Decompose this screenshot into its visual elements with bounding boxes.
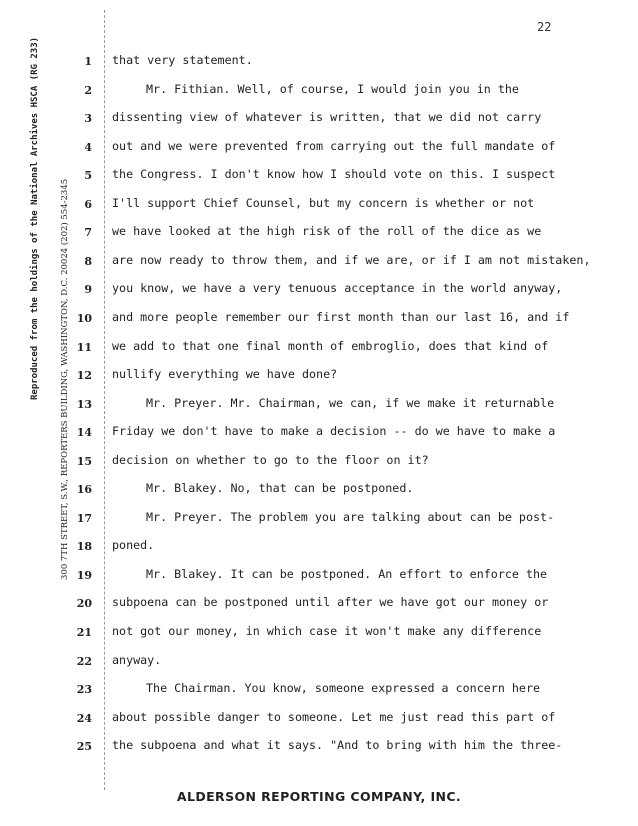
line-text: dissenting view of whatever is written, that we did not carry bbox=[112, 110, 542, 125]
footer-company: ALDERSON REPORTING COMPANY, INC. bbox=[176, 789, 462, 804]
line-text: anyway. bbox=[112, 652, 162, 667]
page-number: 22 bbox=[537, 20, 552, 34]
line-number: 12 bbox=[76, 369, 92, 383]
line-number: 13 bbox=[76, 397, 92, 411]
line-text: we have looked at the high risk of the roll of the dice as we bbox=[112, 224, 542, 239]
line-number: 15 bbox=[76, 454, 92, 468]
line-text: Mr. Preyer. The problem you are talking about can be post- bbox=[146, 509, 555, 524]
line-number: 21 bbox=[76, 626, 92, 639]
line-number: 10 bbox=[76, 311, 92, 325]
line-text: Friday we don't have to make a decision -- do we have to make a bbox=[112, 424, 556, 439]
line-text: subpoena can be postponed until after we have got our money or bbox=[112, 595, 549, 610]
reporter-address-text: 300 7TH STREET, S.W., REPORTERS BUILDING, WASHINGTON, D.C. 20024 (202) 554-2345 bbox=[60, 178, 70, 580]
line-number: 4 bbox=[84, 140, 92, 154]
line-number: 16 bbox=[76, 483, 92, 497]
line-number: 2 bbox=[84, 83, 92, 97]
line-text: Mr. Blakey. No, that can be postponed. bbox=[146, 481, 414, 496]
line-number: 9 bbox=[84, 283, 92, 297]
line-number: 6 bbox=[84, 197, 92, 211]
line-text: decision on whether to go to the floor on it? bbox=[112, 452, 429, 467]
line-text: nullify everything we have done? bbox=[112, 367, 338, 382]
line-number: 23 bbox=[76, 683, 92, 697]
line-text: poned. bbox=[112, 538, 155, 553]
line-number: 3 bbox=[84, 112, 92, 126]
line-text: the subpoena and what it says. "And to bring with him the three- bbox=[112, 738, 563, 753]
line-number: 20 bbox=[76, 597, 92, 611]
line-number: 19 bbox=[76, 568, 92, 582]
line-text: about possible danger to someone. Let me just read this part of bbox=[112, 709, 556, 724]
line-number: 11 bbox=[76, 340, 92, 354]
line-text: not got our money, in which case it won't make any difference bbox=[112, 624, 542, 638]
line-number: 18 bbox=[76, 540, 92, 554]
line-text: Mr. Blakey. It can be postponed. An effort to enforce the bbox=[146, 566, 548, 581]
line-number: 5 bbox=[84, 169, 92, 183]
line-number: 1 bbox=[84, 55, 92, 68]
line-number: 25 bbox=[76, 740, 92, 754]
line-number: 7 bbox=[84, 226, 92, 240]
line-text: that very statement. bbox=[112, 53, 253, 67]
line-text: are now ready to throw them, and if we are, or if I am not mistaken, bbox=[112, 252, 591, 267]
line-number: 22 bbox=[76, 654, 92, 668]
line-number: 14 bbox=[76, 426, 92, 440]
line-text: I'll support Chief Counsel, but my concern is whether or not bbox=[112, 195, 535, 210]
margin-rule bbox=[104, 10, 105, 790]
line-text: out and we were prevented from carrying out the full mandate of bbox=[112, 138, 556, 153]
line-number: 24 bbox=[76, 711, 92, 725]
archive-stamp-text: Reproduced from the holdings of the National Archives HSCA (RG 233) bbox=[30, 36, 40, 400]
line-text: The Chairman. You know, someone expressed a concern here bbox=[146, 681, 541, 696]
line-number: 17 bbox=[76, 511, 92, 525]
line-text: and more people remember our first month than our last 16, and if bbox=[112, 309, 570, 324]
line-text: we add to that one final month of embroglio, does that kind of bbox=[112, 338, 549, 353]
line-text: you know, we have a very tenuous acceptance in the world anyway, bbox=[112, 281, 563, 296]
line-number: 8 bbox=[84, 254, 92, 268]
line-text: Mr. Fithian. Well, of course, I would join you in the bbox=[146, 81, 519, 96]
line-text: the Congress. I don't know how I should vote on this. I suspect bbox=[112, 167, 556, 182]
line-text: Mr. Preyer. Mr. Chairman, we can, if we make it returnable bbox=[146, 395, 555, 410]
